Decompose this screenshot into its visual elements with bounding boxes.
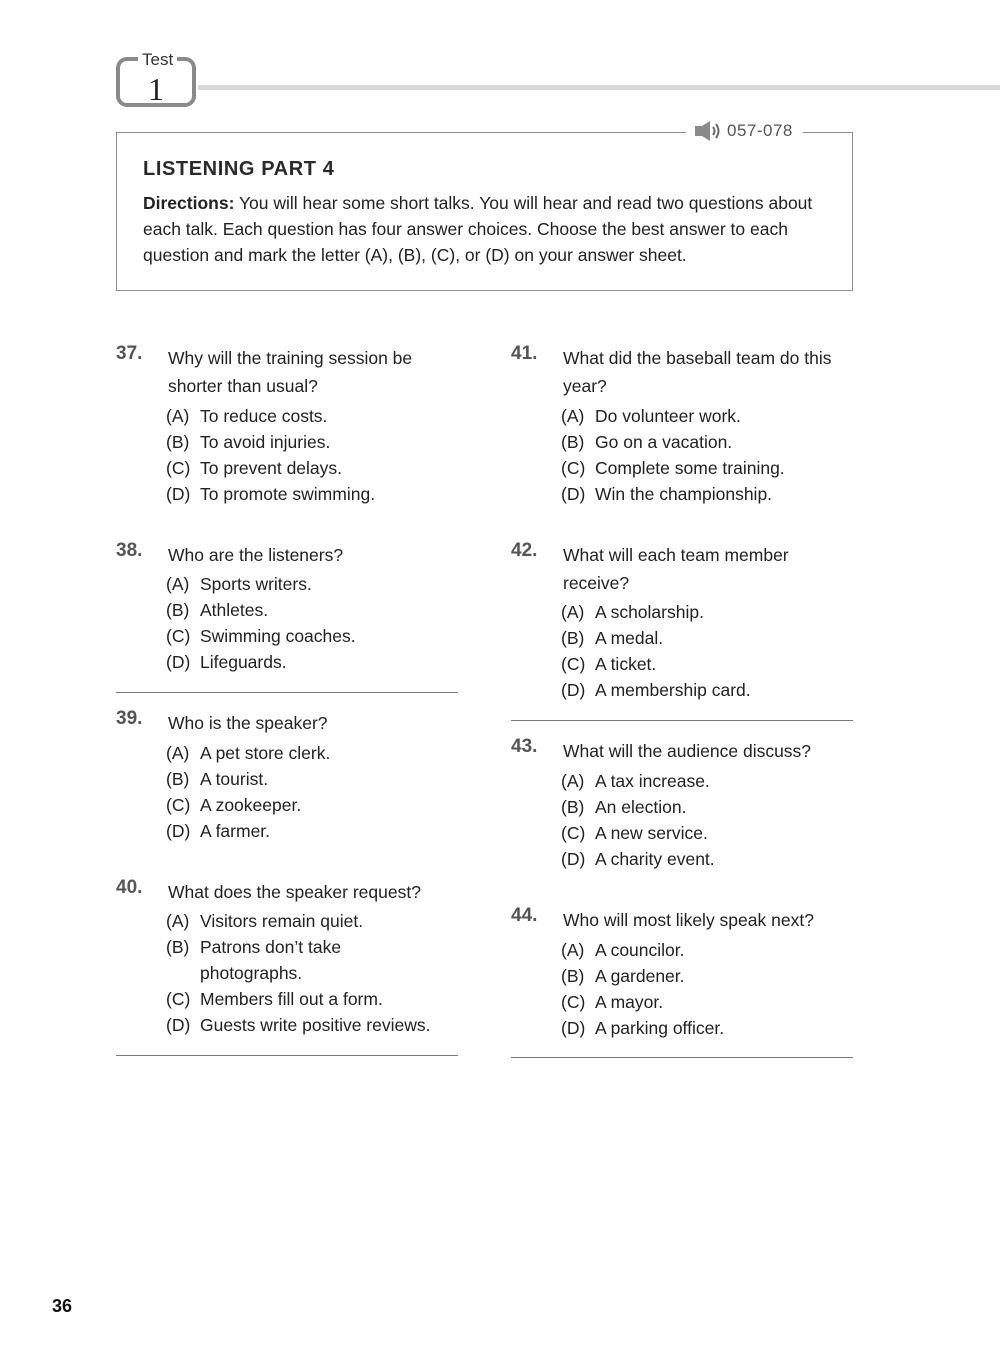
option-c[interactable]: (C) A zookeeper. [166, 795, 302, 815]
header-rule [198, 85, 1000, 90]
option-c[interactable]: (C) A mayor. [561, 992, 664, 1012]
option-d[interactable]: (D) A charity event. [561, 849, 715, 869]
question-text: Who will most likely speak next? [563, 910, 814, 930]
answer-options [561, 599, 751, 703]
divider [116, 1055, 458, 1056]
answer-options [166, 571, 356, 675]
answer-options [561, 768, 715, 872]
option-c[interactable]: (C) A new service. [561, 823, 708, 843]
option-d[interactable]: (D) Lifeguards. [166, 652, 287, 672]
option-a[interactable]: (A) Do volunteer work. [561, 406, 741, 426]
option-b[interactable]: (B) Go on a vacation. [561, 432, 733, 452]
option-c[interactable]: (C) Complete some training. [561, 458, 785, 478]
question-text: What does the speaker request? [168, 882, 421, 902]
question-number: 42. [511, 540, 538, 561]
option-b[interactable]: (B) Patrons don’t take photographs. [166, 937, 342, 983]
question-number: 41. [511, 343, 538, 364]
directions-label: Directions: [143, 193, 235, 213]
speaker-icon [694, 120, 724, 142]
option-d[interactable]: (D) A membership card. [561, 680, 751, 700]
directions-body: You will hear some short talks. You will hear and read two questions about each talk. Each question has four answer choices. Choose the best answer to each question and mark the letter (A), (B), (C), or (D) on your answer sheet. [143, 193, 813, 265]
answer-options [166, 403, 375, 507]
option-d[interactable]: (D) To promote swimming. [166, 484, 376, 504]
option-b[interactable]: (B) A tourist. [166, 769, 269, 789]
option-a[interactable]: (A) A councilor. [561, 940, 685, 960]
question-text: Who are the listeners? [168, 545, 344, 565]
test-number: 1 [148, 71, 164, 107]
option-b[interactable]: (B) A medal. [561, 628, 664, 648]
option-c[interactable]: (C) To prevent delays. [166, 458, 343, 478]
page-number: 36 [52, 1296, 73, 1316]
option-c[interactable]: (C) Swimming coaches. [166, 626, 356, 646]
option-b[interactable]: (B) Athletes. [166, 600, 269, 620]
question-number: 39. [116, 708, 143, 729]
question-number: 38. [116, 540, 143, 561]
divider [511, 1057, 853, 1058]
option-d[interactable]: (D) Win the championship. [561, 484, 773, 504]
option-a[interactable]: (A) Visitors remain quiet. [166, 911, 364, 931]
option-d[interactable]: (D) A parking officer. [561, 1018, 725, 1038]
option-a[interactable]: (A) Sports writers. [166, 574, 312, 594]
option-a[interactable]: (A) A scholarship. [561, 602, 704, 622]
question-text: What did the baseball team do this year? [563, 348, 832, 396]
option-b[interactable]: (B) To avoid injuries. [166, 432, 331, 452]
question-text: What will the audience discuss? [563, 741, 812, 761]
audio-track-range: 057-078 [727, 121, 793, 140]
question-number: 37. [116, 343, 143, 364]
directions-text [143, 190, 833, 268]
question-text: What will each team member receive? [563, 545, 789, 593]
question-text: Who is the speaker? [168, 713, 328, 733]
answer-options [166, 908, 431, 1038]
option-d[interactable]: (D) Guests write positive reviews. [166, 1015, 431, 1035]
option-a[interactable]: (A) A pet store clerk. [166, 743, 331, 763]
test-label: Test [138, 51, 177, 69]
answer-options [166, 740, 330, 844]
divider [116, 692, 458, 693]
option-b[interactable]: (B) An election. [561, 797, 687, 817]
question-text: Why will the training session be shorter than usual? [168, 348, 413, 396]
option-a[interactable]: (A) A tax increase. [561, 771, 710, 791]
audio-track-label [686, 120, 803, 142]
option-c[interactable]: (C) Members fill out a form. [166, 989, 383, 1009]
question-number: 40. [116, 877, 143, 898]
option-c[interactable]: (C) A ticket. [561, 654, 657, 674]
question-number: 44. [511, 905, 538, 926]
section-title: LISTENING PART 4 [143, 158, 335, 180]
answer-options [561, 403, 785, 507]
option-a[interactable]: (A) To reduce costs. [166, 406, 328, 426]
divider [511, 720, 853, 721]
answer-options [561, 937, 724, 1041]
question-number: 43. [511, 736, 538, 757]
option-d[interactable]: (D) A farmer. [166, 821, 271, 841]
option-b[interactable]: (B) A gardener. [561, 966, 685, 986]
